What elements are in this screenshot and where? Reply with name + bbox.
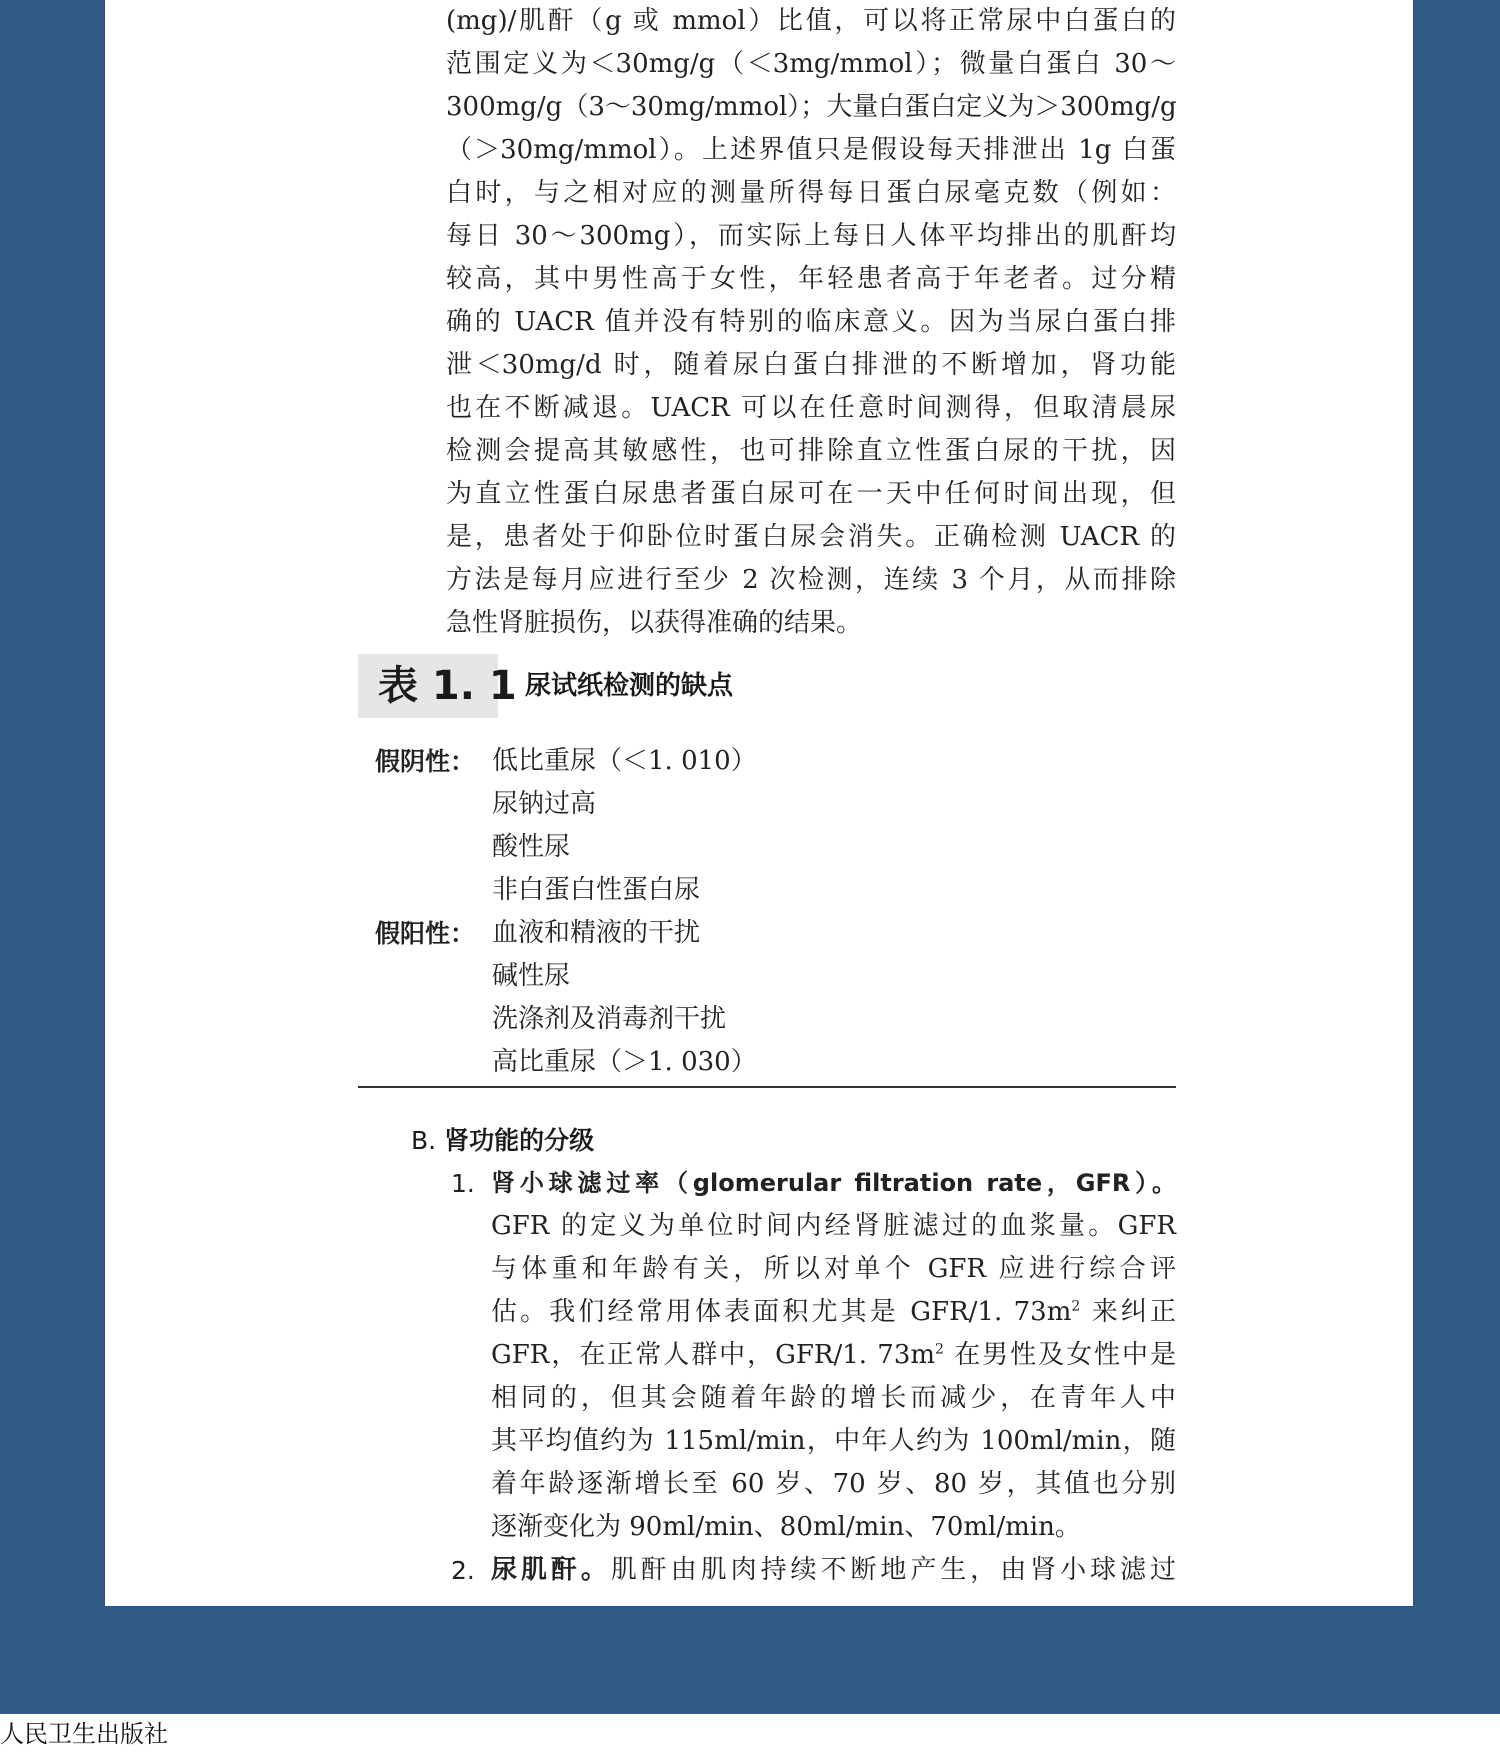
paragraph-line: 急性肾脏损伤，以获得准确的结果。 <box>446 608 863 638</box>
item-line: 相同的，但其会随着年龄的增长而减少，在青年人中 <box>491 1383 1176 1413</box>
publisher-label: 人民卫生出版社 <box>0 1720 168 1748</box>
item-line: GFR 的定义为单位时间内经肾脏滤过的血浆量。GFR <box>491 1211 1176 1241</box>
item-heading: 尿肌酐。 <box>491 1555 611 1585</box>
row-value: 血液和精液的干扰 <box>492 918 701 948</box>
document-page <box>105 0 1413 1606</box>
row-value: 尿钠过高 <box>492 789 597 819</box>
table-row <box>375 869 1075 912</box>
paragraph-line: 300mg/g（3～30mg/mmol）；大量白蛋白定义为＞300mg/g <box>446 92 1177 122</box>
table-row <box>375 783 1075 826</box>
item-line: 与体重和年龄有关，所以对单个 GFR 应进行综合评 <box>491 1254 1176 1284</box>
item-text: 肌酐由肌肉持续不断地产生，由肾小球滤过 <box>610 1555 1176 1585</box>
section-letter: B. <box>411 1126 437 1155</box>
superscript: 2 <box>935 1341 944 1358</box>
paragraph-line: 范围定义为＜30mg/g（＜3mg/mmol）；微量白蛋白 30～ <box>446 49 1176 79</box>
row-value: 酸性尿 <box>492 832 571 862</box>
paragraph-line: 检测会提高其敏感性，也可排除直立性蛋白尿的干扰，因 <box>446 436 1176 466</box>
item-number: 1. <box>451 1169 475 1198</box>
renal-function-list <box>451 1162 1176 1592</box>
uacr-paragraph <box>446 0 1176 645</box>
item-line: 其平均值约为 115ml/min，中年人约为 100ml/min，随 <box>491 1426 1176 1456</box>
row-value: 低比重尿（＜1. 010） <box>492 746 757 776</box>
item-line <box>491 1334 1176 1377</box>
item-line <box>491 1549 1176 1592</box>
section-title: 肾功能的分级 <box>444 1126 595 1155</box>
paragraph-line: 每日 30～300mg），而实际上每日人体平均排出的肌酐均 <box>446 221 1176 251</box>
list-item-creatinine <box>451 1549 1176 1592</box>
paragraph-line: 是，患者处于仰卧位时蛋白尿会消失。正确检测 UACR 的 <box>446 522 1176 552</box>
paragraph-line: 为直立性蛋白尿患者蛋白尿可在一天中任何时间出现，但 <box>446 479 1176 509</box>
table-row <box>375 998 1075 1041</box>
item-line: 逐渐变化为 90ml/min、80ml/min、70ml/min。 <box>491 1512 1081 1542</box>
item-text: 在男性及女性中是 <box>954 1340 1176 1370</box>
table-row <box>375 955 1075 998</box>
superscript: 2 <box>1071 1298 1081 1315</box>
dipstick-limitations-table <box>375 740 1075 1084</box>
table-caption: 尿试纸检测的缺点 <box>525 671 734 701</box>
item-text: 来纠正 <box>1091 1297 1176 1327</box>
paragraph-line: 确的 UACR 值并没有特别的临床意义。因为当尿白蛋白排 <box>446 307 1176 337</box>
paragraph-line: 方法是每月应进行至少 2 次检测，连续 3 个月，从而排除 <box>446 565 1176 595</box>
item-text: GFR，在正常人群中，GFR/1. 73m <box>491 1340 936 1370</box>
item-heading: 肾小球滤过率（glomerular filtration rate，GFR）。 <box>491 1169 1176 1197</box>
table-row <box>375 912 1075 955</box>
paragraph-line: 较高，其中男性高于女性，年轻患者高于年老者。过分精 <box>446 264 1176 294</box>
row-value: 高比重尿（＞1. 030） <box>492 1047 757 1077</box>
paragraph-line: （＞30mg/mmol）。上述界值只是假设每天排泄出 1g 白蛋 <box>446 135 1176 165</box>
item-line: 着年龄逐渐增长至 60 岁、70 岁、80 岁，其值也分别 <box>491 1469 1176 1499</box>
paragraph-line: 白时，与之相对应的测量所得每日蛋白尿毫克数（例如： <box>446 178 1176 208</box>
row-value: 洗涤剂及消毒剂干扰 <box>492 1004 727 1034</box>
table-row <box>375 1041 1075 1084</box>
section-heading <box>411 1120 594 1162</box>
table-bottom-rule <box>358 1086 1176 1088</box>
table-number-band <box>358 654 517 718</box>
list-item-gfr <box>451 1162 1176 1549</box>
paragraph-line: 也在不断减退。UACR 可以在任意时间测得，但取清晨尿 <box>446 393 1176 423</box>
item-number: 2. <box>451 1556 475 1585</box>
row-value: 非白蛋白性蛋白尿 <box>492 875 701 905</box>
item-line <box>491 1291 1176 1334</box>
paragraph-line: 泄＜30mg/d 时，随着尿白蛋白排泄的不断增加，肾功能 <box>446 350 1176 380</box>
row-label: 假阴性： <box>375 747 476 776</box>
row-value: 碱性尿 <box>492 961 571 991</box>
row-label: 假阳性： <box>375 919 476 948</box>
item-text: 估。我们经常用体表面积尤其是 GFR/1. 73m <box>491 1297 1072 1327</box>
table-row <box>375 826 1075 869</box>
paragraph-line: (mg)/肌酐（g 或 mmol）比值，可以将正常尿中白蛋白的 <box>446 6 1176 36</box>
table-number: 表 1. 1 <box>378 663 517 709</box>
table-row <box>375 740 1075 783</box>
